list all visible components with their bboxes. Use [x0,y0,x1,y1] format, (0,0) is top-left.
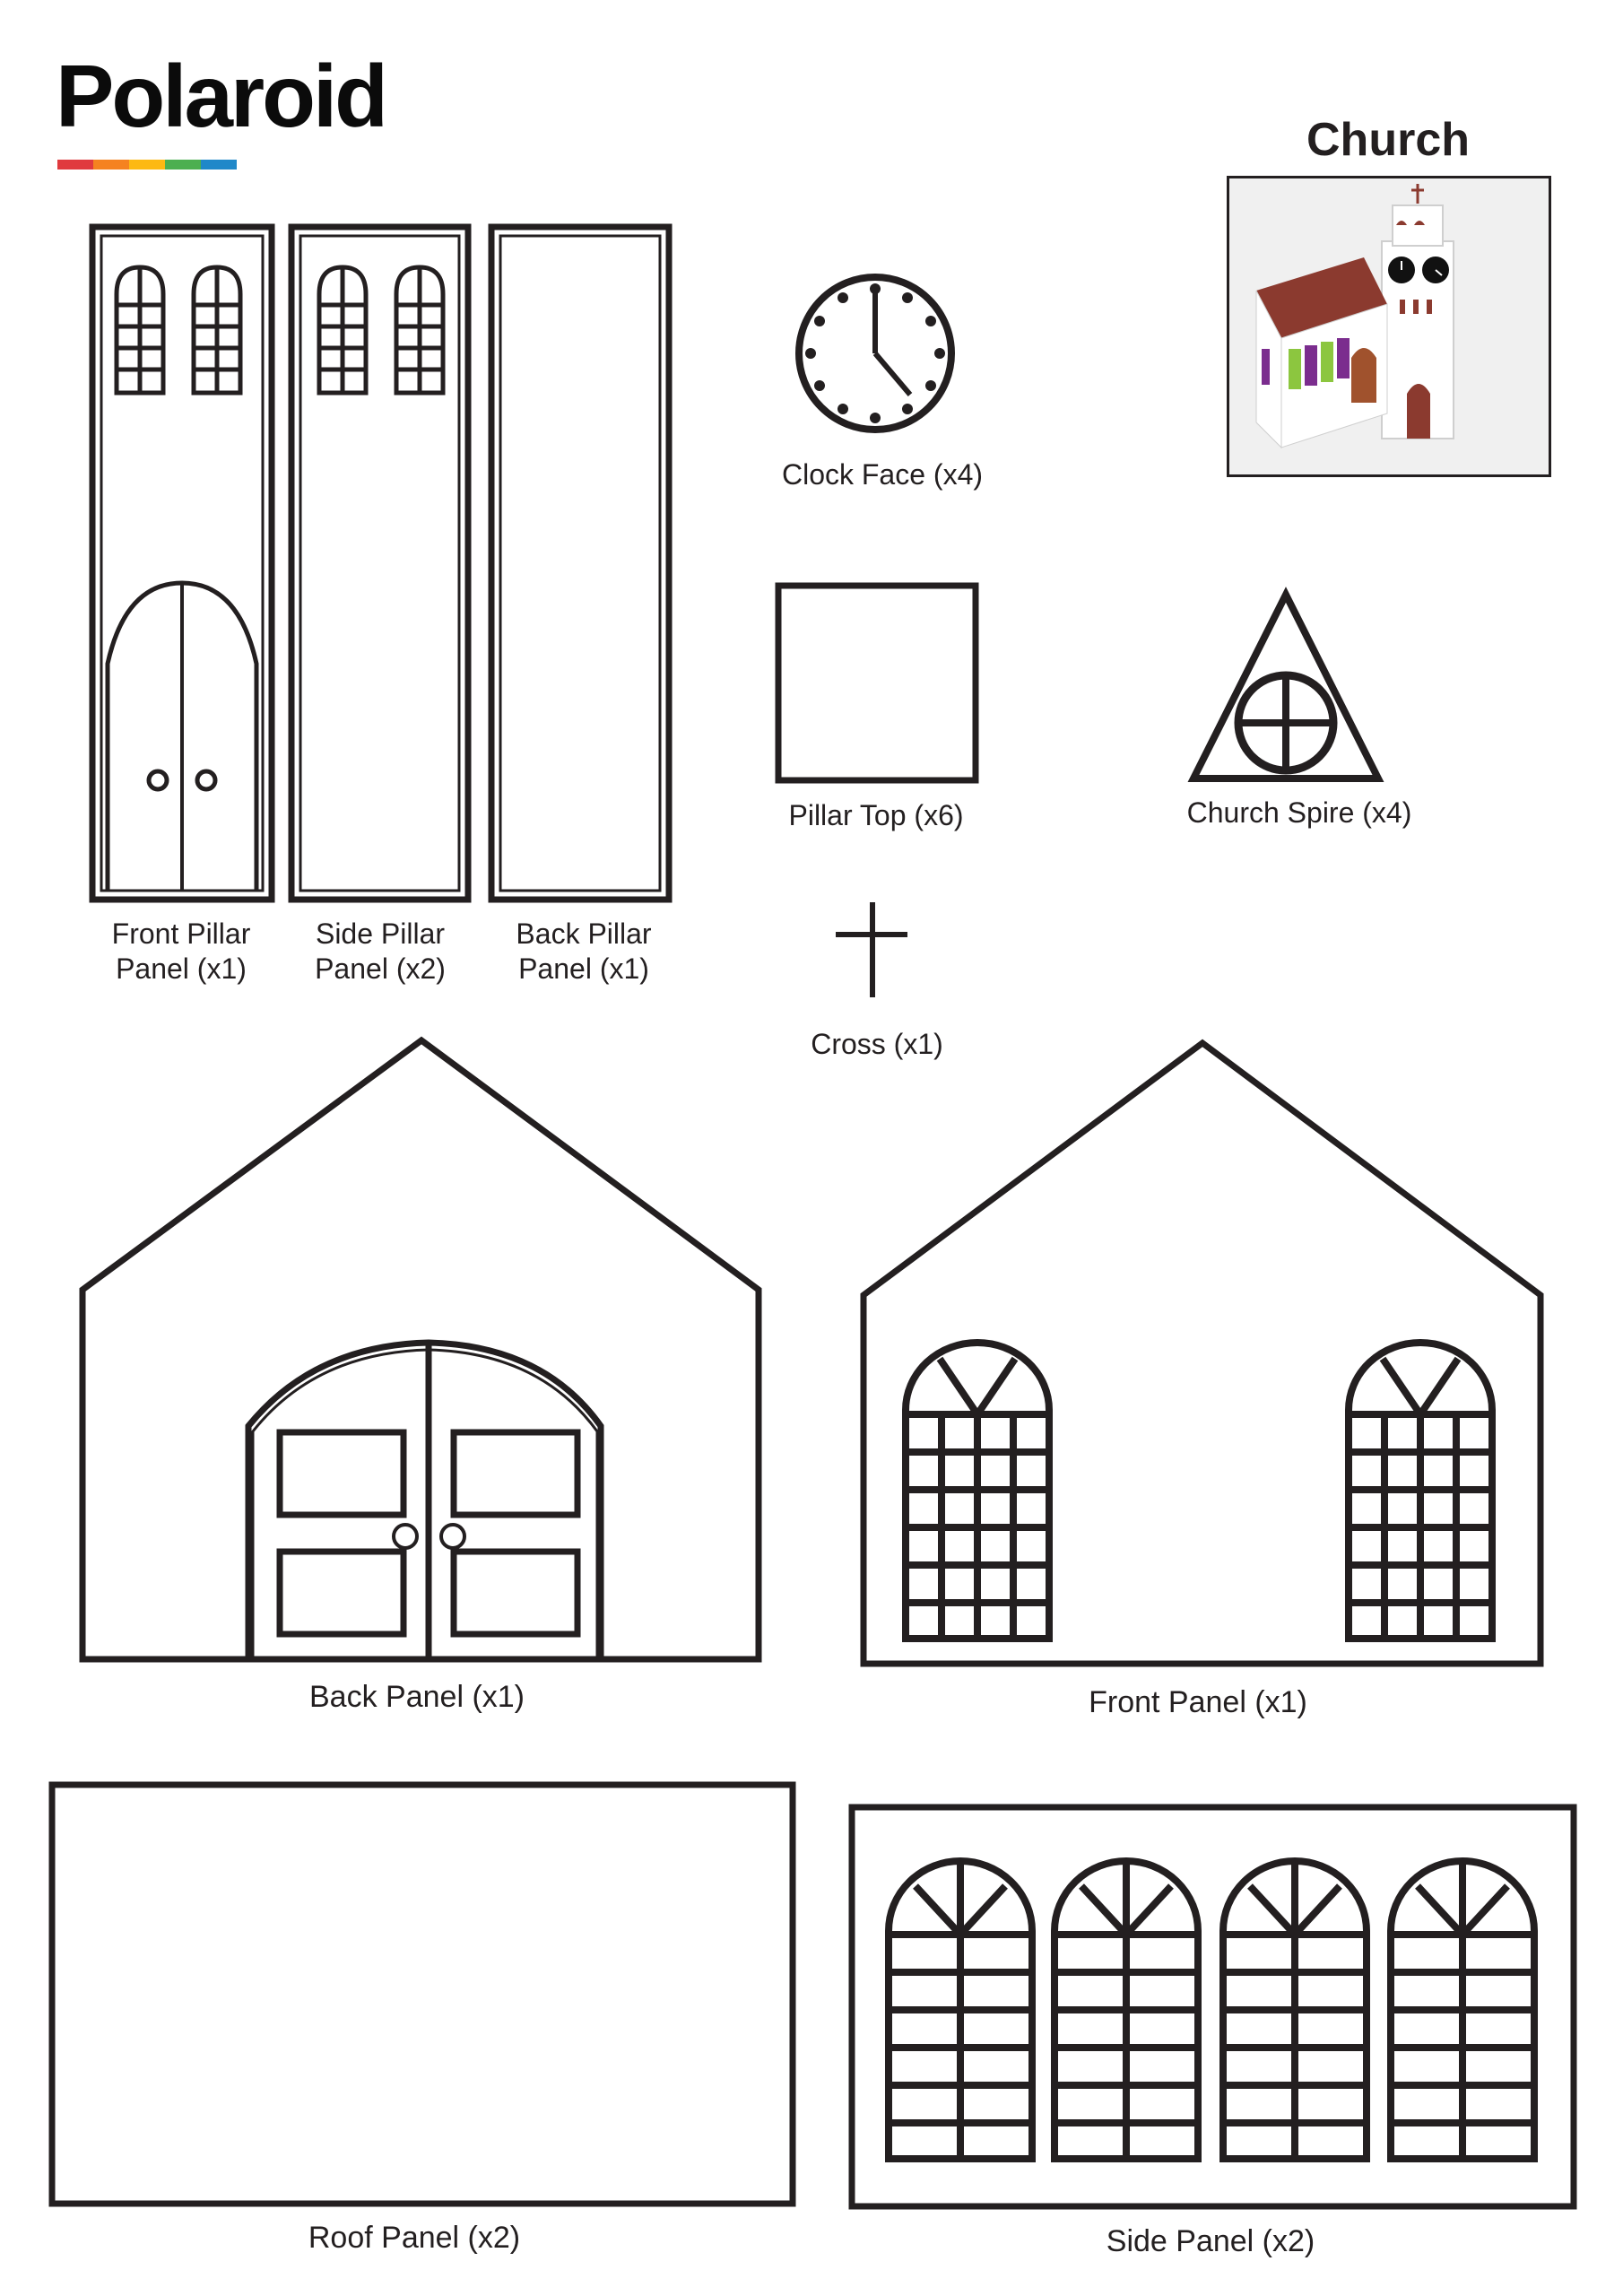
front-panel [864,1043,1541,1664]
label-side-pillar: Side Pillar Panel (x2) [315,918,446,985]
label-cross: Cross (x1) [811,1028,943,1060]
back-panel [82,1040,759,1659]
stripe-red [57,160,93,170]
label-back-pillar: Back Pillar Panel (x1) [516,918,652,985]
label-front-pillar: Front Pillar Panel (x1) [111,918,251,985]
label-front-panel: Front Panel (x1) [1089,1685,1307,1719]
roof-panel [52,1785,793,2204]
front-pillar-panel [92,227,272,900]
label-roof-panel: Roof Panel (x2) [308,2221,521,2255]
label-pillar-top: Pillar Top (x6) [788,799,964,831]
stripe-green [165,160,201,170]
church-spire [1193,595,1378,778]
back-pillar-panel [491,227,669,900]
label-back-panel: Back Panel (x1) [309,1680,525,1714]
label-church-spire: Church Spire (x4) [1186,796,1412,829]
brand-stripe [57,160,237,170]
side-pillar-panel [291,227,468,900]
polaroid-logo: Polaroid [56,47,386,145]
cross [836,902,907,997]
side-panel [852,1807,1574,2206]
stripe-blue [201,160,237,170]
label-clock-face: Clock Face (x4) [781,458,984,491]
clock-face [799,277,951,430]
pillar-top [778,586,976,780]
reference-title: Church [1306,114,1470,166]
stripe-orange [93,160,129,170]
label-side-panel: Side Panel (x2) [1106,2224,1315,2258]
stripe-yellow [129,160,165,170]
